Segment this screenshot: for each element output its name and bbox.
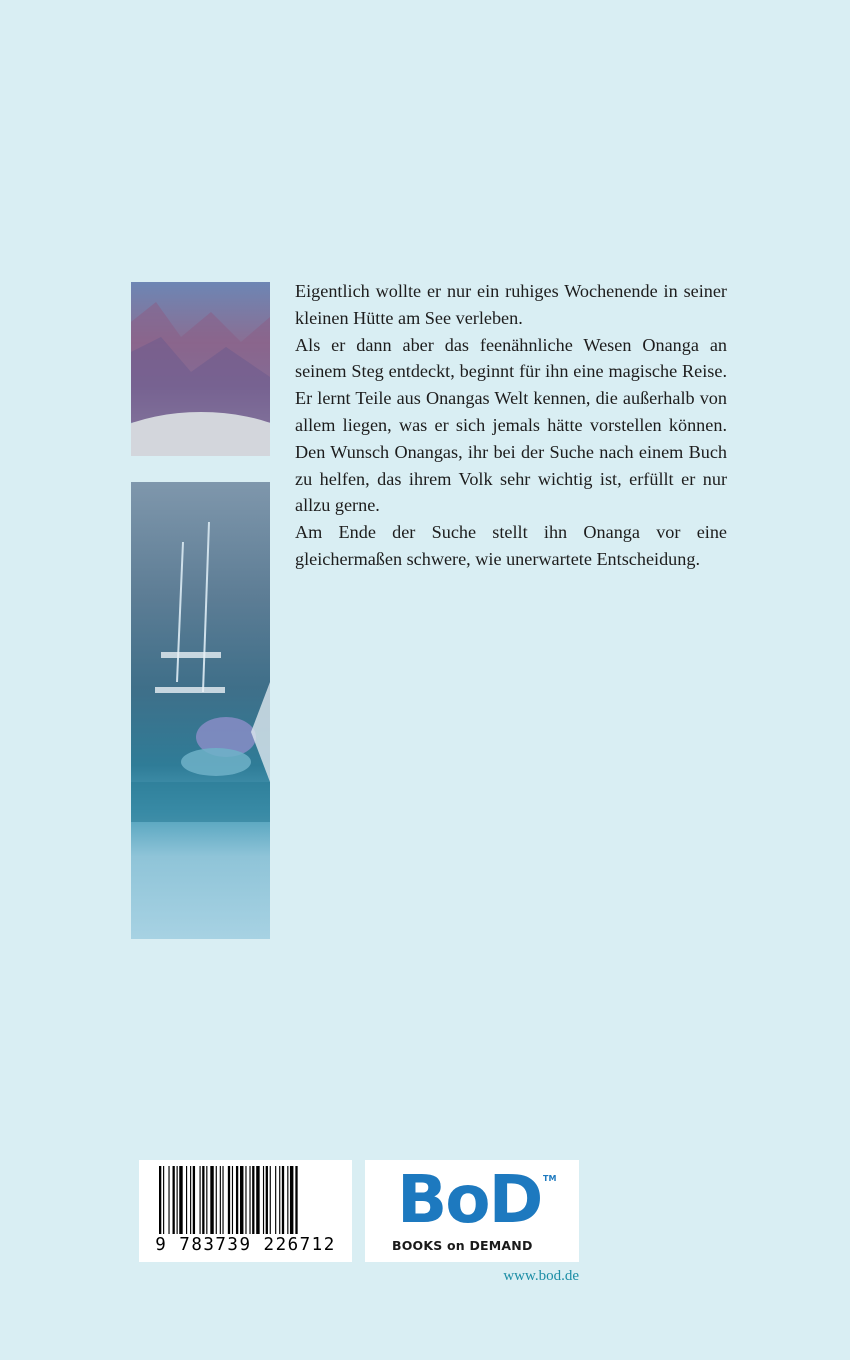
barcode-bar	[206, 1166, 207, 1234]
barcode-bar	[177, 1166, 178, 1234]
blurb-paragraph: Eigentlich wollte er nur ein ruhiges Wochenende in seiner kleinen Hütte am See verleben.	[295, 281, 727, 328]
publisher-website-link[interactable]: www.bod.de	[503, 1268, 579, 1284]
isbn-number: 9 783739 226712	[155, 1235, 336, 1255]
barcode-bar	[245, 1166, 246, 1234]
barcode-bar	[240, 1166, 243, 1234]
barcode-bar	[200, 1166, 201, 1234]
barcode-bar	[186, 1166, 187, 1234]
barcode-bar	[256, 1166, 259, 1234]
cover-image-bottom	[131, 482, 270, 939]
cover-image-top	[131, 282, 270, 456]
barcode-bar	[290, 1166, 293, 1234]
bod-logo-text: BoD	[397, 1161, 542, 1238]
barcode-bar	[173, 1166, 175, 1234]
barcode-bar	[159, 1166, 161, 1234]
barcode-bar	[220, 1166, 221, 1234]
barcode-bar	[282, 1166, 284, 1234]
barcode-bar	[270, 1166, 271, 1234]
boat-illustration	[131, 482, 270, 939]
barcode-bar	[168, 1166, 169, 1234]
barcode-bar	[210, 1166, 213, 1234]
barcode-bar	[275, 1166, 276, 1234]
publisher-tagline: BOOKS on DEMAND	[392, 1238, 533, 1253]
barcode-bar	[295, 1166, 297, 1234]
barcode-bar	[287, 1166, 288, 1234]
barcode-bar	[232, 1166, 233, 1234]
barcode-bar	[216, 1166, 217, 1234]
blurb-paragraph: Am Ende der Suche stellt ihn Onanga vor eine gleichermaßen schwere, wie unerwartete Entscheidung.	[295, 522, 727, 569]
trademark-symbol: TM	[543, 1174, 557, 1183]
barcode-bar	[179, 1166, 182, 1234]
barcode-bars	[159, 1166, 332, 1234]
barcode-bar	[252, 1166, 254, 1234]
barcode-bar	[222, 1166, 223, 1234]
barcode-bar	[163, 1166, 164, 1234]
barcode-bar	[263, 1166, 264, 1234]
barcode-bar	[279, 1166, 280, 1234]
barcode-bar	[249, 1166, 250, 1234]
barcode-bar	[193, 1166, 195, 1234]
barcode-bar	[236, 1166, 238, 1234]
barcode-bar	[266, 1166, 268, 1234]
mountain-illustration	[131, 282, 270, 456]
isbn-barcode	[139, 1160, 352, 1262]
publisher-logo	[365, 1160, 579, 1262]
barcode-bar	[202, 1166, 204, 1234]
barcode-bar	[190, 1166, 191, 1234]
back-cover-blurb	[295, 278, 727, 573]
barcode-bar	[228, 1166, 230, 1234]
blurb-paragraph: Als er dann aber das feenähnliche Wesen Onanga an seinem Steg entdeckt, beginnt für ihn eine magische Reise. Er lernt Teile aus Onangas Welt kennen, die außerhalb von allem liegen, was er sich jemals hätte vorstellen können. Den Wunsch Onangas, ihr bei der Suche nach einem Buch zu helfen, das ihrem Volk sehr wichtig ist, erfüllt er nur allzu gerne.	[295, 334, 727, 516]
